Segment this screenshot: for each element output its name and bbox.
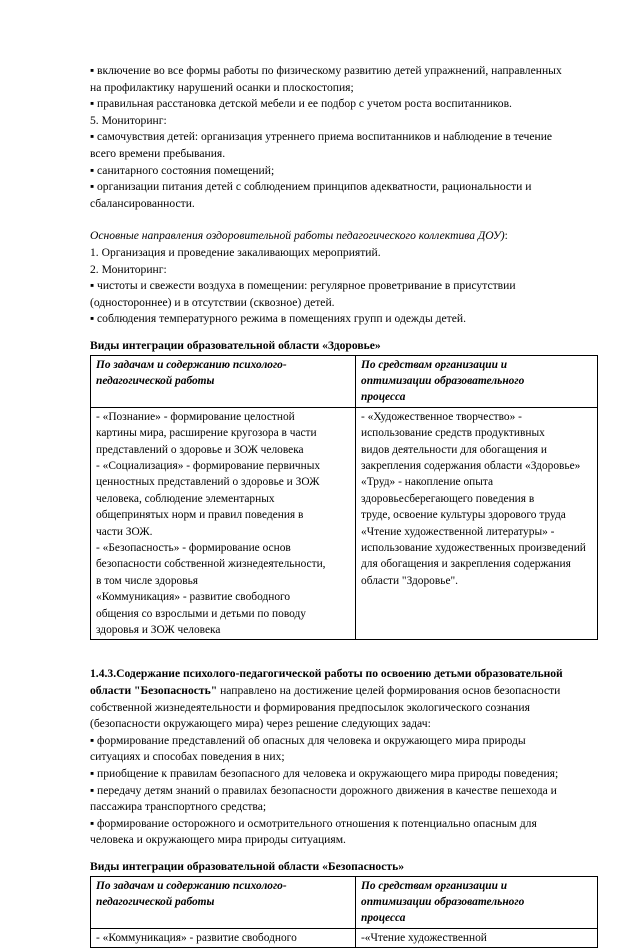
heading-rest: направлено на достижение целей формирования основ безопасности: [217, 684, 561, 697]
table-row: [91, 928, 598, 947]
cell-line: здоровьесберегающего поведения в: [361, 492, 535, 505]
table-header-cell: [356, 876, 598, 928]
text-line: ▪ включение во все формы работы по физическому развитию детей упражнений, направленных: [90, 64, 562, 77]
cell-line: использование средств продуктивных: [361, 427, 545, 440]
header-line: По задачам и содержанию психолого-: [96, 879, 287, 892]
text-line: 2. Мониторинг:: [90, 262, 167, 276]
text-line: 1. Организация и проведение закаливающих мероприятий.: [90, 245, 381, 259]
header-line: педагогической работы: [96, 374, 215, 387]
block-physical-development: [90, 63, 598, 212]
cell-line: - «Социализация» - формирование первичных: [96, 459, 321, 472]
text-line: сбалансированности.: [90, 196, 195, 210]
cell-line: «Труд» - накопление опыта: [361, 476, 494, 489]
text-line: ▪ формирование представлений об опасных для человека и окружающего мира природы: [90, 733, 526, 747]
table-header-cell: [91, 876, 356, 928]
cell-line: труде, освоение культуры здорового труда: [361, 509, 566, 522]
cell-line: части ЗОЖ.: [96, 525, 153, 538]
header-line: процесса: [361, 391, 406, 404]
cell-line: общепринятых норм и правил поведения в: [96, 509, 304, 522]
text-line: ▪ правильная расстановка детской мебели и ее подбор с учетом роста воспитанников.: [90, 97, 512, 111]
heading-italic: Основные направления оздоровительной работы педагогического коллектива ДОУ): [90, 229, 505, 243]
text-line: всего времени пребывания.: [90, 146, 226, 160]
text-line: ▪ санитарного состояния помещений;: [90, 163, 275, 177]
text-line: 5. Мониторинг:: [90, 113, 167, 127]
document-page: [90, 63, 598, 948]
section-heading-cont: [90, 683, 598, 700]
cell-line: здоровья и ЗОЖ человека: [96, 624, 221, 636]
header-line: По задачам и содержанию психолого-: [96, 358, 287, 371]
text-line: собственной жизнедеятельности и формирования предпосылок экологического сознания: [90, 700, 530, 714]
table-title: Виды интеграции образовательной области «Безопасность»: [90, 859, 404, 873]
text-line: ▪ организации питания детей с соблюдением принципов адекватности, рациональности и: [90, 180, 532, 194]
header-line: процесса: [361, 912, 406, 925]
cell-line: области "Здоровье".: [361, 574, 459, 587]
text-line: ▪ приобщение к правилам безопасного для человека и окружающего мира природы поведения;: [90, 766, 559, 780]
text-line: (одностороннее) и в отсутствии (сквозное) детей.: [90, 295, 335, 309]
table-header-cell: [356, 355, 598, 407]
header-line: педагогической работы: [96, 895, 215, 908]
cell-line: в том числе здоровья: [96, 574, 199, 587]
text-line: (безопасности окружающего мира) через решение следующих задач:: [90, 717, 431, 731]
cell-line: использование художественных произведений: [361, 541, 586, 554]
cell-line: - «Художественное творчество» -: [361, 410, 522, 423]
heading-bold: области "Безопасность": [90, 684, 218, 697]
cell-line: «Коммуникация» - развитие свободного: [96, 591, 291, 604]
table-title: Виды интеграции образовательной области «Здоровье»: [90, 338, 381, 352]
text-line: на профилактику нарушений осанки и плоскостопия;: [90, 80, 354, 94]
header-line: По средствам организации и: [361, 879, 508, 892]
table-header-row: [91, 876, 598, 928]
cell-line: безопасности собственной жизнедеятельности,: [96, 558, 326, 571]
text-line: ▪ самочувствия детей: организация утреннего приема воспитанников и наблюдение в течение: [90, 130, 553, 144]
table-row: [91, 407, 598, 640]
header-line: По средствам организации и: [361, 358, 508, 371]
section-heading: [90, 666, 598, 683]
cell-line: «Чтение художественной литературы» -: [361, 525, 555, 538]
cell-line: видов деятельности для обогащения и: [361, 443, 547, 456]
text-line: человека и окружающего мира природы ситуациям.: [90, 833, 346, 847]
integration-table-health: [90, 355, 598, 641]
table-cell: -«Чтение художественной: [356, 928, 598, 947]
text-line: ▪ соблюдения температурного режима в помещениях групп и одежды детей.: [90, 312, 466, 326]
text-line: пассажира транспортного средства;: [90, 800, 267, 814]
block-safety-content: [90, 666, 598, 849]
table-cell: [91, 407, 356, 640]
heading-tail: :: [504, 229, 508, 243]
text-line: ▪ чистоты и свежести воздуха в помещении: регулярное проветривание в присутствии: [90, 279, 516, 293]
header-line: оптимизации образовательного: [361, 374, 525, 387]
text-line: ▪ формирование осторожного и осмотрительного отношения к потенциально опасным для: [90, 816, 537, 830]
header-line: оптимизации образовательного: [361, 895, 525, 908]
cell-line: картины мира, расширение кругозора в части: [96, 427, 317, 440]
cell-line: - «Безопасность» - формирование основ: [96, 541, 291, 554]
cell-line: для обогащения и закрепления содержания: [361, 558, 571, 571]
heading-bold: 1.4.3.Содержание психолого-педагогической работы по освоению детьми образовательной: [90, 667, 563, 681]
section-heading: [90, 228, 598, 245]
text-line: ▪ передачу детям знаний о правилах безопасности дорожного движения в качестве пешехода и: [90, 783, 557, 797]
cell-line: - «Познание» - формирование целостной: [96, 410, 295, 423]
cell-line: представлений о здоровье и ЗОЖ человека: [96, 443, 304, 456]
table-header-row: [91, 355, 598, 407]
cell-line: человека, соблюдение элементарных: [96, 492, 275, 505]
cell-line: закрепления содержания области «Здоровье»: [361, 459, 581, 472]
cell-line: ценностных представлений о здоровье и ЗОЖ: [96, 476, 320, 489]
block-health-directions: [90, 228, 598, 328]
integration-table-safety: [90, 876, 598, 948]
text-line: ситуациях и способах поведения в них;: [90, 750, 285, 764]
table-cell: - «Коммуникация» - развитие свободного: [91, 928, 356, 947]
table-header-cell: [91, 355, 356, 407]
table-cell: [356, 407, 598, 640]
cell-line: общения со взрослыми и детьми по поводу: [96, 607, 306, 620]
